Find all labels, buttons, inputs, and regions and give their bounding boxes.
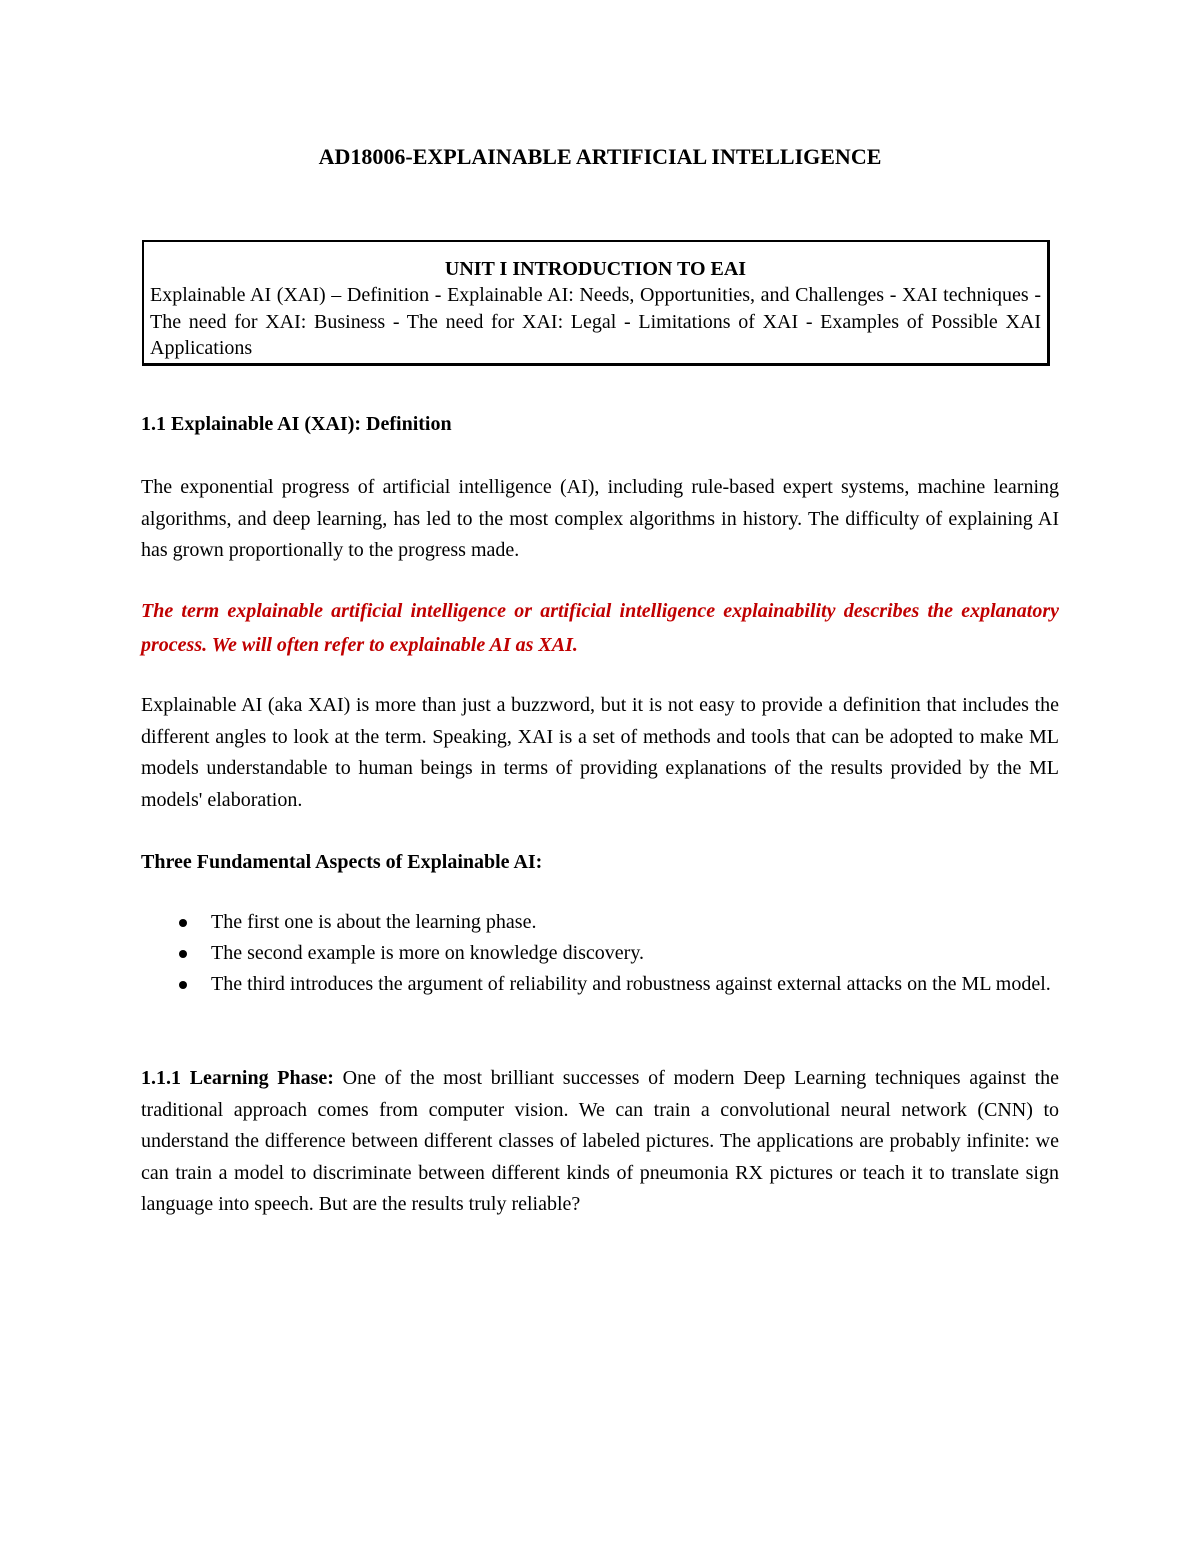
bullet-icon <box>179 919 187 927</box>
learning-phase-label: 1.1.1 Learning Phase: <box>141 1067 334 1089</box>
document-title: AD18006-EXPLAINABLE ARTIFICIAL INTELLIGENCE <box>318 144 882 169</box>
aspects-heading: Three Fundamental Aspects of Explainable AI: <box>141 851 543 873</box>
unit-syllabus-box <box>142 240 1050 366</box>
section-heading-definition: 1.1 Explainable AI (XAI): Definition <box>141 413 452 435</box>
unit-title: UNIT I INTRODUCTION TO EAI <box>444 258 747 280</box>
learning-phase-paragraph <box>141 1063 1059 1221</box>
list-item-text: The third introduces the argument of reliability and robustness against external attacks on the ML model. <box>211 973 1051 995</box>
bullet-icon <box>179 950 187 958</box>
list-item <box>141 969 1059 1000</box>
definition-paragraph-1: The exponential progress of artificial intelligence (AI), including rule-based expert systems, machine learning algorithms, and deep learning, has led to the most complex algorithms in history. The difficulty of explaining AI has grown proportionally to the progress made. <box>141 476 1059 561</box>
unit-topics: Explainable AI (XAI) – Definition - Explainable AI: Needs, Opportunities, and Challenges - XAI techniques - The need for XAI: Business - The need for XAI: Legal - Limitations of XAI - Examples of Possible XAI Applications <box>150 284 1041 359</box>
list-item <box>141 938 1059 969</box>
bullet-icon <box>179 981 187 989</box>
aspects-list <box>141 907 1059 1000</box>
definition-paragraph-2: Explainable AI (aka XAI) is more than just a buzzword, but it is not easy to provide a definition that includes the different angles to look at the term. Speaking, XAI is a set of methods and tools that can be adopted to make ML models understandable to human beings in terms of providing explanations of the results provided by the ML models' elaboration. <box>141 694 1059 811</box>
list-item-text: The first one is about the learning phase. <box>211 911 537 933</box>
definition-highlight: The term explainable artificial intelligence or artificial intelligence explainability describes the explanatory process. We will often refer to explainable AI as XAI. <box>141 600 1059 656</box>
learning-phase-text: One of the most brilliant successes of modern Deep Learning techniques against the traditional approach comes from computer vision. We can train a convolutional neural network (CNN) to understand the difference between different classes of labeled pictures. The applications are probably infinite: we can train a model to discriminate between different kinds of pneumonia RX pictures or teach it to translate sign language into speech. But are the results truly reliable? <box>141 1067 1060 1215</box>
list-item-text: The second example is more on knowledge discovery. <box>211 942 645 964</box>
list-item <box>141 907 1059 938</box>
